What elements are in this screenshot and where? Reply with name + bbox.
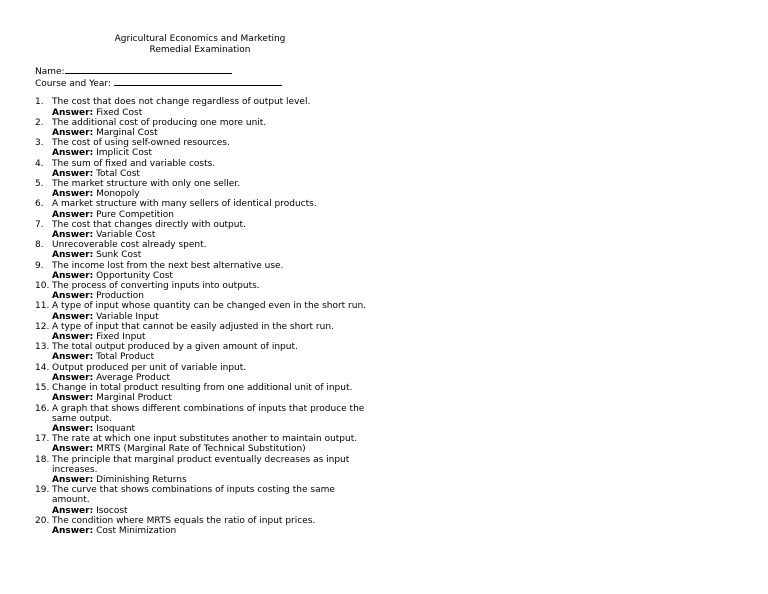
answer-line	[52, 230, 375, 240]
answer-value: Variable Input	[96, 311, 159, 322]
answer-line	[52, 210, 375, 220]
question-number: 12.	[35, 321, 50, 332]
question-text: The curve that shows combinations of inputs costing the same amount.	[52, 485, 335, 506]
question-number: 2.	[35, 117, 44, 128]
question-item	[35, 97, 375, 117]
question-item	[35, 516, 375, 536]
answer-label: Answer:	[52, 352, 94, 363]
student-info-fields	[35, 65, 375, 89]
question-number: 16.	[35, 403, 50, 414]
answer-label: Answer:	[52, 128, 94, 139]
answer-label: Answer:	[52, 423, 94, 434]
question-item	[35, 199, 375, 219]
question-number: 15.	[35, 383, 50, 394]
answer-label: Answer:	[52, 250, 94, 261]
answer-line	[52, 424, 375, 434]
answer-value: Production	[96, 291, 144, 302]
name-blank-line	[65, 65, 232, 74]
name-field-line	[35, 65, 375, 77]
course-year-field-line	[35, 77, 375, 89]
question-item	[35, 404, 375, 435]
course-title: Agricultural Economics and Marketing	[114, 34, 286, 44]
answer-label: Answer:	[52, 168, 94, 179]
question-text: The condition where MRTS equals the ratio of input prices.	[52, 515, 316, 526]
answer-label: Answer:	[52, 393, 94, 404]
answer-value: Isoquant	[96, 423, 136, 434]
question-item	[35, 434, 375, 454]
answer-value: Marginal Cost	[96, 128, 158, 139]
answer-value: Marginal Product	[96, 393, 172, 404]
answer-line	[52, 128, 375, 138]
answer-line	[52, 332, 375, 342]
answer-label: Answer:	[52, 270, 94, 281]
answer-value: Diminishing Returns	[96, 474, 187, 485]
answer-value: Fixed Cost	[96, 107, 143, 118]
question-number: 18.	[35, 454, 50, 465]
answer-label: Answer:	[52, 311, 94, 322]
question-list	[35, 97, 375, 536]
question-item	[35, 322, 375, 342]
answer-line	[52, 189, 375, 199]
question-number: 5.	[35, 179, 44, 190]
question-text: A graph that shows different combinations of inputs that produce the same output.	[52, 403, 365, 424]
question-text: The principle that marginal product eventually decreases as input increases.	[52, 454, 350, 475]
answer-line	[52, 312, 375, 322]
answer-value: Cost Minimization	[96, 525, 177, 536]
question-number: 7.	[35, 219, 44, 230]
answer-label: Answer:	[52, 372, 94, 383]
exam-title: Remedial Examination	[149, 45, 251, 55]
question-text: A type of input that cannot be easily adjusted in the short run.	[52, 321, 334, 332]
answer-line	[52, 506, 375, 516]
answer-value: Total Cost	[96, 168, 140, 179]
answer-value: Pure Competition	[96, 209, 175, 220]
question-text: The sum of fixed and variable costs.	[52, 158, 216, 169]
answer-value: Average Product	[96, 372, 171, 383]
question-text: The total output produced by a given amount of input.	[52, 342, 298, 353]
question-number: 3.	[35, 138, 44, 149]
answer-label: Answer:	[52, 444, 94, 455]
answer-label: Answer:	[52, 148, 94, 159]
question-item	[35, 281, 375, 301]
question-text: Output produced per unit of variable input.	[52, 362, 247, 373]
question-number: 14.	[35, 362, 50, 373]
question-text: The process of converting inputs into outputs.	[52, 281, 260, 292]
answer-label: Answer:	[52, 525, 94, 536]
question-item	[35, 342, 375, 362]
question-text: Unrecoverable cost already spent.	[52, 240, 207, 251]
answer-value: Total Product	[96, 352, 155, 363]
name-label: Name:	[35, 67, 65, 77]
question-number: 6.	[35, 199, 44, 210]
question-item	[35, 138, 375, 158]
answer-value: Fixed Input	[96, 332, 146, 343]
exam-header	[35, 34, 365, 56]
question-item	[35, 485, 375, 516]
answer-value: Variable Cost	[96, 230, 156, 241]
question-text: The market structure with only one seller.	[52, 179, 241, 190]
answer-value: Implicit Cost	[96, 148, 153, 159]
question-text: The cost of using self-owned resources.	[52, 138, 230, 149]
answer-label: Answer:	[52, 505, 94, 516]
question-number: 13.	[35, 342, 50, 353]
question-number: 4.	[35, 158, 44, 169]
question-item	[35, 179, 375, 199]
answer-label: Answer:	[52, 189, 94, 200]
answer-line	[52, 444, 375, 454]
question-text: A market structure with many sellers of identical products.	[52, 199, 317, 210]
question-item	[35, 220, 375, 240]
answer-label: Answer:	[52, 209, 94, 220]
course-year-label: Course and Year:	[35, 79, 112, 90]
answer-line	[52, 250, 375, 260]
question-item	[35, 455, 375, 486]
answer-line	[52, 169, 375, 179]
answer-line	[52, 271, 375, 281]
question-number: 17.	[35, 434, 50, 445]
question-number: 8.	[35, 240, 44, 251]
question-item	[35, 261, 375, 281]
course-year-blank-line	[114, 77, 282, 86]
answer-line	[52, 148, 375, 158]
question-text: The cost that does not change regardless of output level.	[52, 97, 311, 108]
question-text: The cost that changes directly with output.	[52, 219, 246, 230]
question-text: The additional cost of producing one more unit.	[52, 117, 267, 128]
question-item	[35, 118, 375, 138]
answer-line	[52, 526, 375, 536]
answer-label: Answer:	[52, 332, 94, 343]
question-item	[35, 383, 375, 403]
answer-label: Answer:	[52, 291, 94, 302]
question-number: 20.	[35, 515, 50, 526]
answer-line	[52, 352, 375, 362]
question-number: 9.	[35, 260, 44, 271]
answer-value: Sunk Cost	[96, 250, 142, 261]
question-number: 19.	[35, 485, 50, 496]
question-item	[35, 240, 375, 260]
answer-label: Answer:	[52, 230, 94, 241]
question-text: The income lost from the next best alternative use.	[52, 260, 284, 271]
question-item	[35, 301, 375, 321]
question-number: 1.	[35, 97, 44, 108]
exam-page	[35, 34, 375, 536]
question-text: The rate at which one input substitutes another to maintain output.	[52, 434, 358, 445]
question-number: 10.	[35, 281, 50, 292]
answer-value: Opportunity Cost	[96, 270, 173, 281]
answer-line	[52, 373, 375, 383]
question-text: Change in total product resulting from one additional unit of input.	[52, 383, 353, 394]
answer-line	[52, 475, 375, 485]
answer-value: MRTS (Marginal Rate of Technical Substitution)	[96, 444, 306, 455]
answer-label: Answer:	[52, 474, 94, 485]
answer-value: Monopoly	[96, 189, 140, 200]
answer-value: Isocost	[96, 505, 128, 516]
question-item	[35, 363, 375, 383]
answer-line	[52, 393, 375, 403]
answer-line	[52, 108, 375, 118]
answer-label: Answer:	[52, 107, 94, 118]
question-number: 11.	[35, 301, 50, 312]
question-item	[35, 159, 375, 179]
answer-line	[52, 291, 375, 301]
question-text: A type of input whose quantity can be changed even in the short run.	[52, 301, 367, 312]
